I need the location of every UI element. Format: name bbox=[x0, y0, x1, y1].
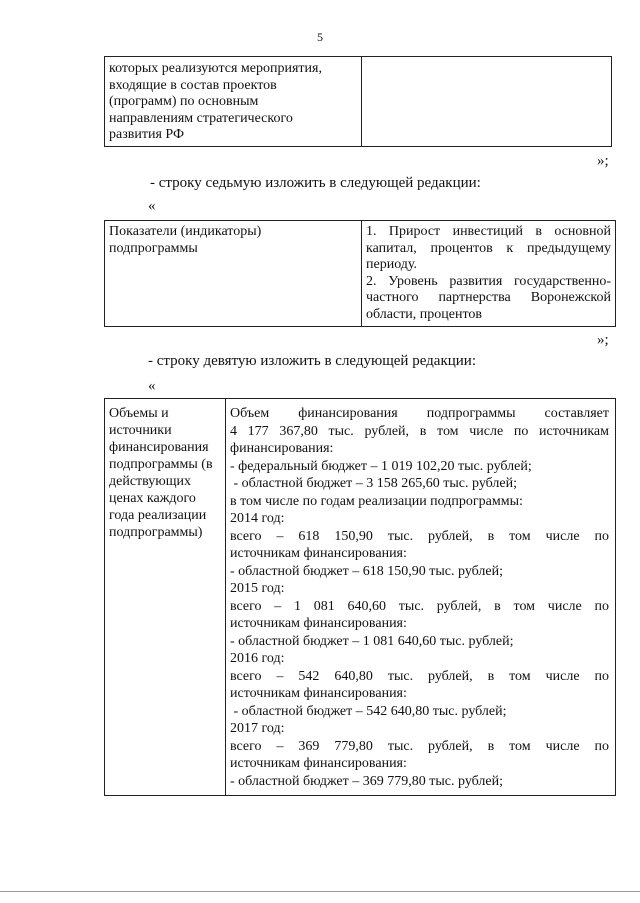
table-cell-right bbox=[362, 57, 612, 147]
financing-line: 2017 год: bbox=[230, 721, 285, 736]
financing-line: источникам финансирования: bbox=[230, 616, 407, 631]
table-cell-left: Показатели (индикаторы) подпрограммы bbox=[105, 221, 362, 327]
open-quote: « bbox=[148, 378, 156, 394]
financing-line: финансирования: bbox=[230, 441, 334, 456]
table-row bbox=[105, 399, 616, 796]
table-cell-left: которых реализуются мероприятия, входящие в состав проектов (программ) по основным направлениям стратегического развития РФ bbox=[105, 57, 362, 147]
table-row bbox=[105, 221, 616, 327]
table-financing bbox=[104, 398, 616, 796]
financing-line: источникам финансирования: bbox=[230, 546, 407, 561]
financing-line: 2016 год: bbox=[230, 651, 285, 666]
scan-edge-line bbox=[0, 891, 640, 892]
financing-line: - областной бюджет – 618 150,90 тыс. рублей; bbox=[230, 563, 503, 579]
table-cell-left: Объемы и источники финансирования подпрограммы (в действующих ценах каждого года реализации подпрограммы) bbox=[105, 399, 226, 796]
table-cell-right bbox=[362, 221, 616, 327]
financing-line: Объем финансирования подпрограммы составляет bbox=[230, 406, 609, 421]
page-number: 5 bbox=[317, 30, 323, 44]
instruction-row-nine: - строку девятую изложить в следующей редакции: bbox=[148, 353, 477, 369]
financing-line: всего – 618 150,90 тыс. рублей, в том числе по bbox=[230, 528, 609, 544]
financing-line: источникам финансирования: bbox=[230, 756, 407, 771]
financing-line: 2014 год: bbox=[230, 511, 285, 526]
close-quote: »; bbox=[597, 332, 609, 348]
open-quote: « bbox=[148, 198, 156, 214]
financing-line: всего – 369 779,80 тыс. рублей, в том числе по bbox=[230, 738, 609, 754]
instruction-row-seven: - строку седьмую изложить в следующей редакции: bbox=[150, 175, 481, 191]
financing-line: - областной бюджет – 542 640,80 тыс. рублей; bbox=[230, 703, 507, 719]
financing-line: всего – 542 640,80 тыс. рублей, в том числе по bbox=[230, 668, 609, 684]
table-fragment-top bbox=[104, 56, 612, 147]
financing-line: всего – 1 081 640,60 тыс. рублей, в том числе по bbox=[230, 598, 609, 614]
financing-line: - федеральный бюджет – 1 019 102,20 тыс. рублей; bbox=[230, 458, 532, 474]
financing-line: в том числе по годам реализации подпрограммы: bbox=[230, 493, 523, 509]
table-cell-right bbox=[226, 399, 616, 796]
financing-line: 2015 год: bbox=[230, 581, 285, 596]
indicator-item: 1. Прирост инвестиций в основной капитал, процентов к предыдущему периоду. bbox=[366, 224, 611, 272]
financing-line: - областной бюджет – 1 081 640,60 тыс. рублей; bbox=[230, 633, 514, 649]
table-row bbox=[105, 57, 612, 147]
financing-line: 4 177 367,80 тыс. рублей, в том числе по источникам bbox=[230, 423, 609, 439]
financing-line: - областной бюджет – 369 779,80 тыс. рублей; bbox=[230, 773, 503, 789]
close-quote: »; bbox=[597, 153, 609, 169]
financing-line: источникам финансирования: bbox=[230, 686, 407, 701]
financing-line: - областной бюджет – 3 158 265,60 тыс. рублей; bbox=[230, 476, 517, 491]
indicator-item: 2. Уровень развития государственно-частного партнерства Воронежской области, процентов bbox=[366, 273, 611, 322]
table-indicators bbox=[104, 220, 616, 327]
